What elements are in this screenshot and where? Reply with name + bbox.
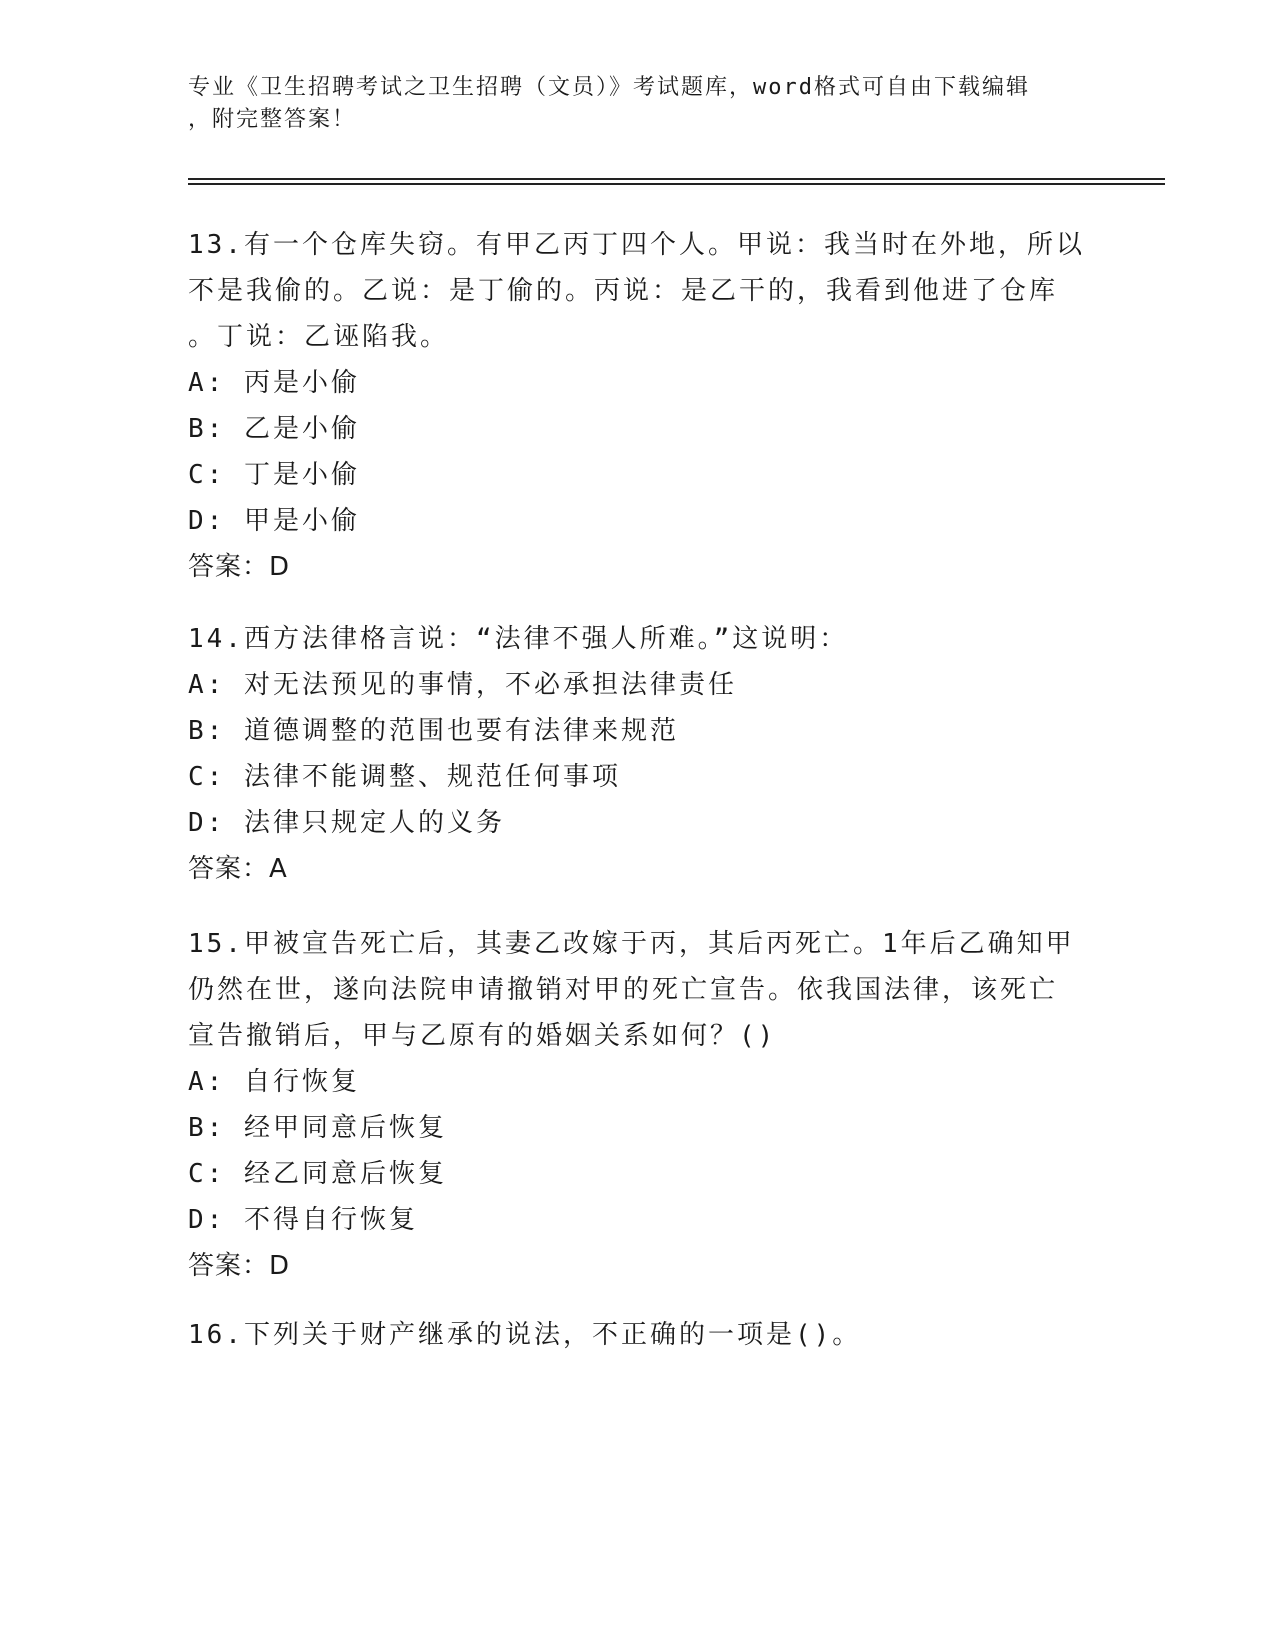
option-a: A: 对无法预见的事情，不必承担法律责任 xyxy=(188,670,737,700)
document-header: 专业《卫生招聘考试之卫生招聘（文员）》考试题库，word格式可自由下载编辑 ，附完整答案！ xyxy=(188,75,1030,132)
option-a: A: 丙是小偷 xyxy=(188,368,360,398)
question-14 xyxy=(188,616,1088,892)
option-d: D: 法律只规定人的义务 xyxy=(188,808,505,838)
question-stem: 16.下列关于财产继承的说法，不正确的一项是()。 xyxy=(188,1320,862,1350)
question-15 xyxy=(188,921,1088,1289)
header-divider-top xyxy=(188,178,1165,180)
option-c: C: 经乙同意后恢复 xyxy=(188,1159,447,1189)
option-b: B: 道德调整的范围也要有法律来规范 xyxy=(188,716,679,746)
answer-text: 答案：A xyxy=(188,854,288,884)
option-c: C: 丁是小偷 xyxy=(188,460,360,490)
header-divider-bottom xyxy=(188,183,1165,185)
question-stem: 14.西方法律格言说：“法律不强人所难。”这说明： xyxy=(188,624,849,654)
answer-text: 答案：D xyxy=(188,552,291,582)
question-stem: 15.甲被宣告死亡后，其妻乙改嫁于丙，其后丙死亡。1年后乙确知甲 仍然在世，遂向法院申请撤销对甲的死亡宣告。依我国法律，该死亡 宣告撤销后，甲与乙原有的婚姻关系如何？() xyxy=(188,929,1075,1051)
option-c: C: 法律不能调整、规范任何事项 xyxy=(188,762,621,792)
option-b: B: 经甲同意后恢复 xyxy=(188,1113,447,1143)
option-a: A: 自行恢复 xyxy=(188,1067,360,1097)
question-16 xyxy=(188,1312,1088,1358)
question-stem: 13.有一个仓库失窃。有甲乙丙丁四个人。甲说：我当时在外地，所以 不是我偷的。乙说：是丁偷的。丙说：是乙干的，我看到他进了仓库 。丁说：乙诬陷我。 xyxy=(188,230,1085,352)
answer-text: 答案：D xyxy=(188,1251,291,1281)
option-d: D: 甲是小偷 xyxy=(188,506,360,536)
question-13 xyxy=(188,222,1088,590)
option-b: B: 乙是小偷 xyxy=(188,414,360,444)
option-d: D: 不得自行恢复 xyxy=(188,1205,418,1235)
